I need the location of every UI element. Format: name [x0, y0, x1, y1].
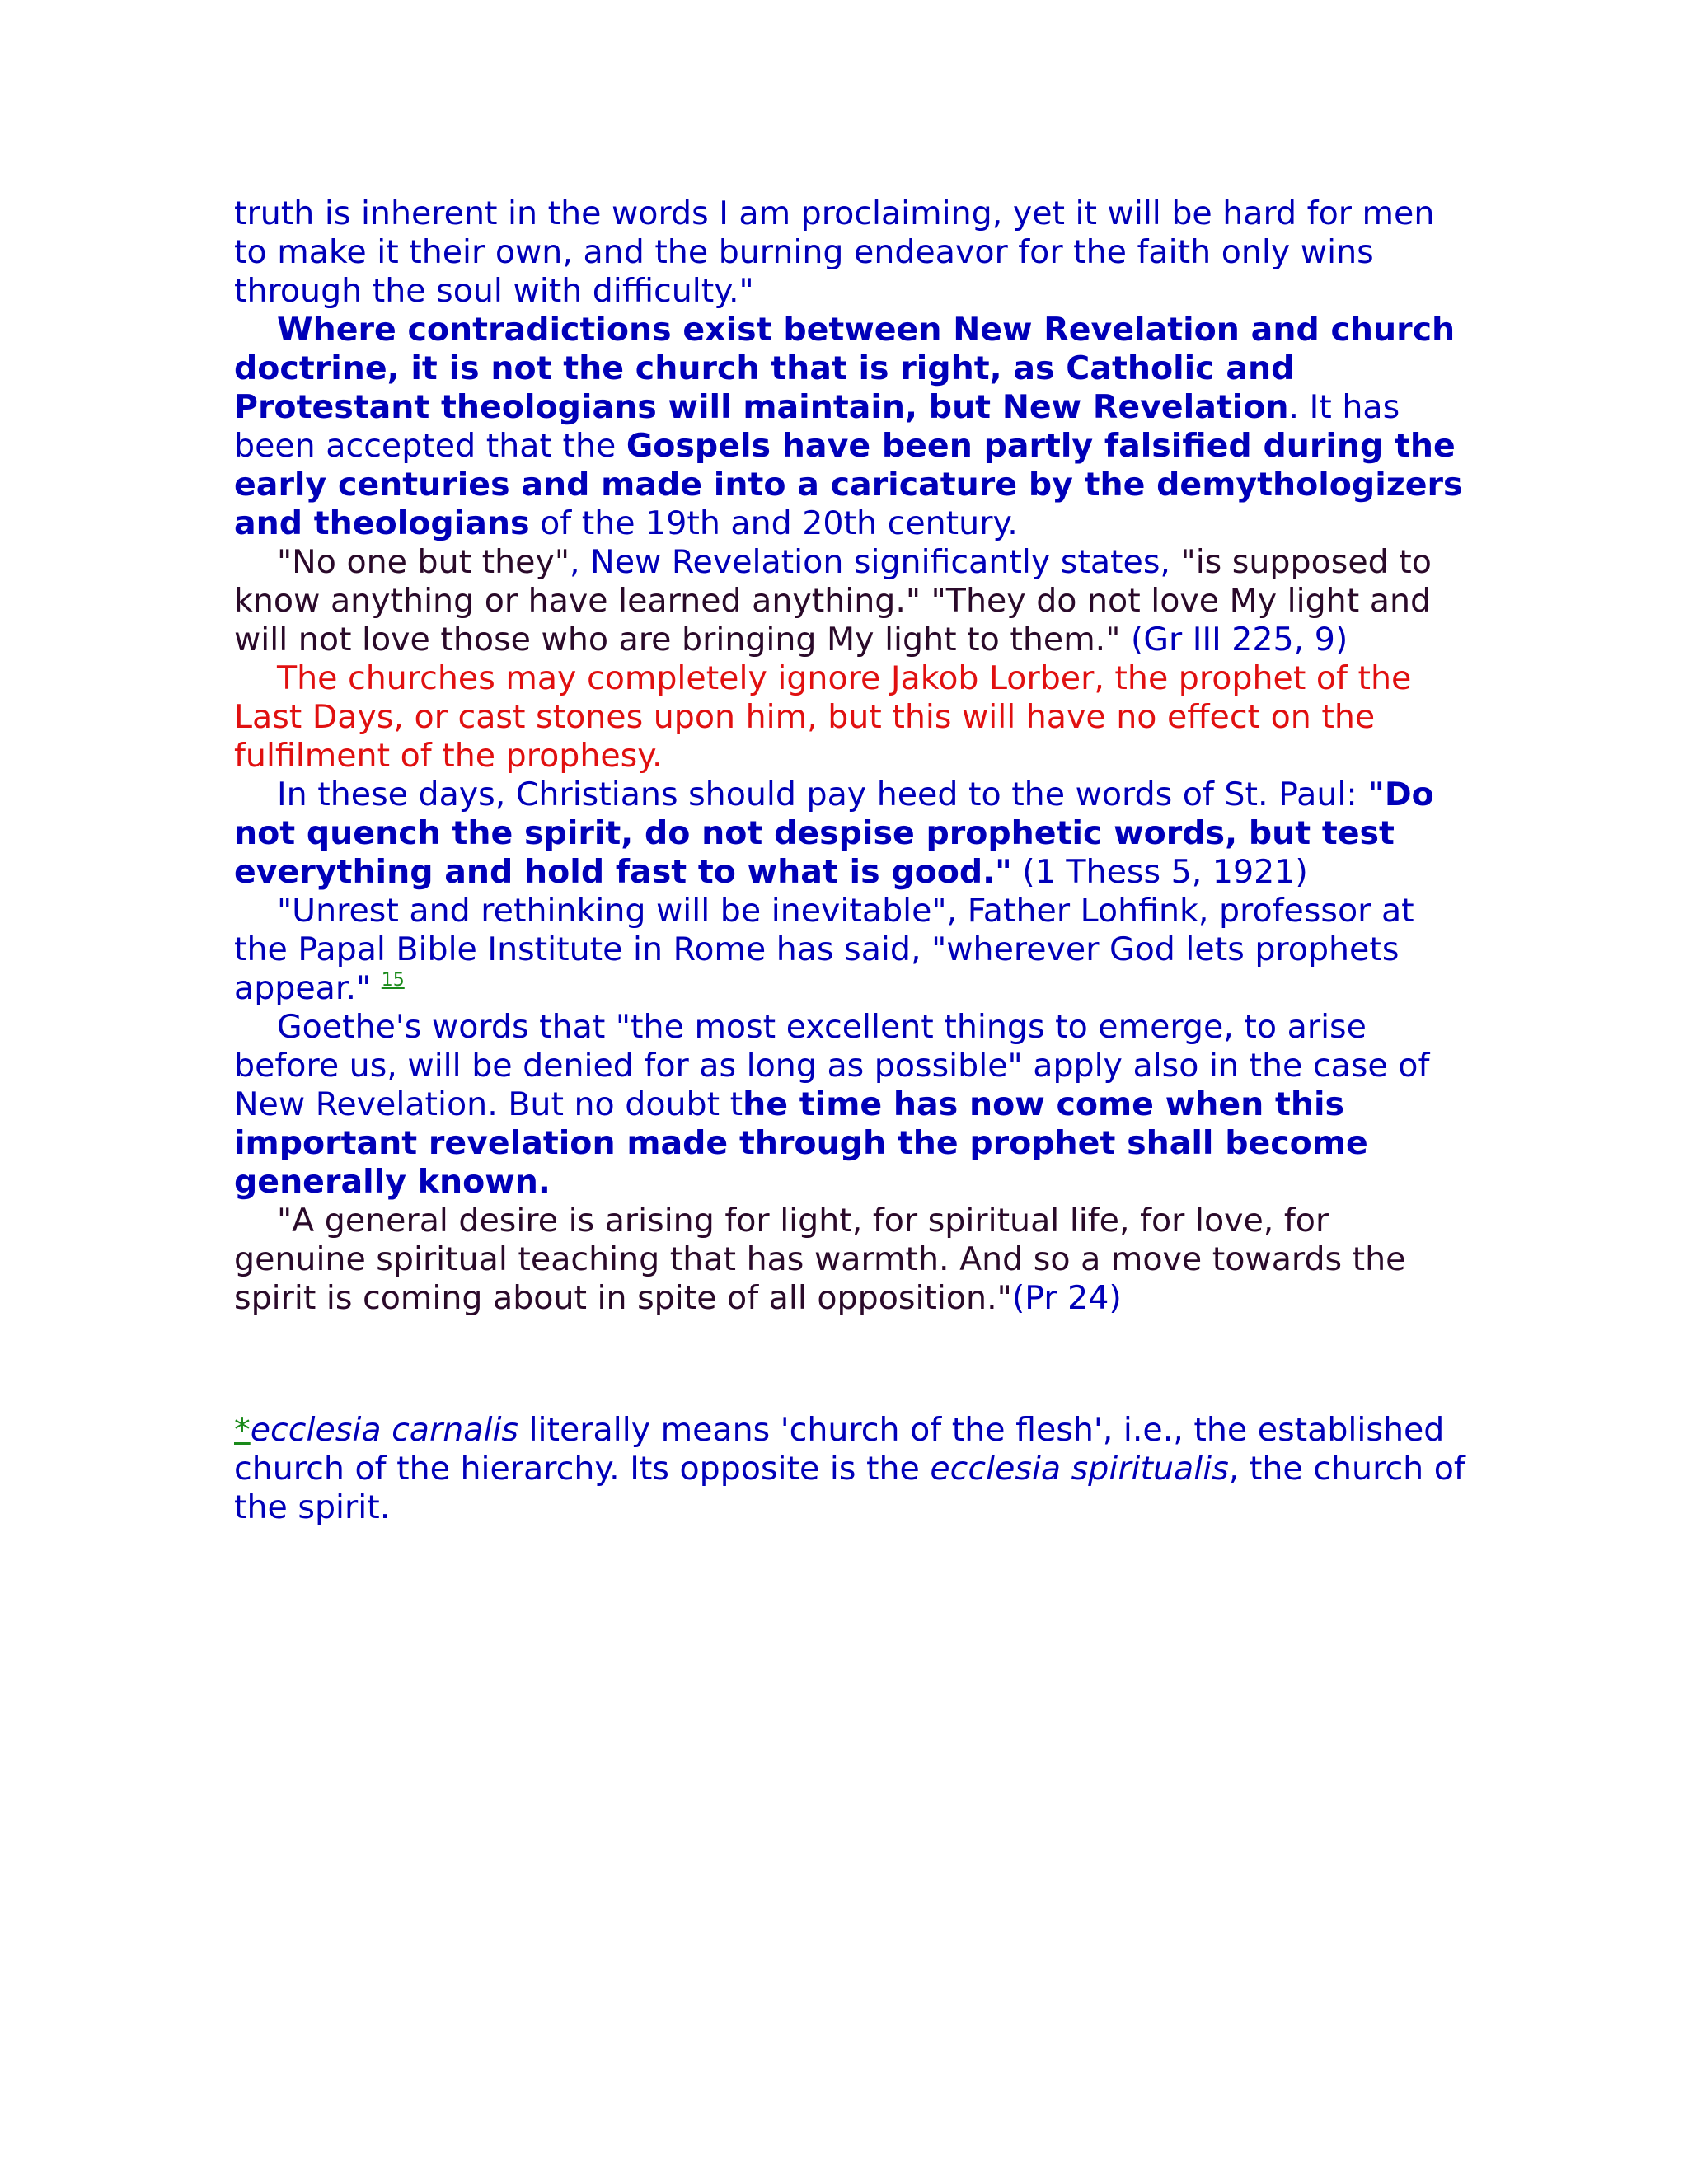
footnote-term: ecclesia carnalis [250, 1411, 519, 1449]
paragraph-no-one-but-they [234, 543, 1470, 659]
paragraph-text: "Unrest and rethinking will be inevitable", Father Lohfink, professor at the Papal Bible Institute in Rome has said, "wherever God lets prophets appear." [234, 892, 1414, 1007]
quote-text: "is supposed to know anything or have learned anything." "They do not love My light and will not love those who are bringing My light to them." [234, 543, 1432, 658]
paragraph-text: The churches may completely ignore Jakob Lorber, the prophet of the Last Days, or cast stones upon him, but this will have no effect on the fulfilment of the prophesy. [234, 659, 1412, 775]
footnote-text: , the church of the spirit. [234, 1450, 1465, 1526]
bold-quote: "Do not quench the spirit, do not despise prophetic words, but test everything and hold fast to what is good." [234, 776, 1434, 891]
citation: (Gr III 225, 9) [1120, 621, 1348, 658]
footnote-term: ecclesia spiritualis [930, 1450, 1229, 1488]
paragraph-churches-ignore [234, 659, 1470, 776]
citation: (1 Thess 5, 1921) [1011, 853, 1308, 891]
paragraph-text: Goethe's words that "the most excellent things to emerge, to arise before us, will be denied for as long as possible" apply also in the case of New Revelation. But no doubt t [234, 1008, 1430, 1123]
paragraph-goethe [234, 1008, 1470, 1202]
paragraph-text: truth is inherent in the words I am proclaiming, yet it will be hard for men to make it their own, and the burning endeavor for the faith only wins through the soul with difficulty." [234, 194, 1435, 310]
bold-statement: he time has now come when this important revelation made through the prophet shall become generally known. [234, 1085, 1368, 1201]
paragraph-text: . It has been accepted that the [234, 388, 1400, 465]
document-page [234, 194, 1470, 1527]
paragraph-general-desire [234, 1202, 1470, 1318]
bold-statement: Where contradictions exist between New Revelation and church doctrine, it is not the church that is right, as Catholic and Protestant theologians will maintain, but New Revelation [234, 311, 1456, 426]
section-gap [234, 1318, 1470, 1411]
paragraph-truth-inherent [234, 194, 1470, 311]
footnote-marker-link[interactable]: * [234, 1411, 251, 1449]
bold-statement: Gospels have been partly falsified during the early centuries and made into a caricature by the demythologizers and theologians [234, 427, 1463, 542]
paragraph-text: , New Revelation significantly states, [570, 543, 1181, 581]
paragraph-text: In these days, Christians should pay heed to the words of St. Paul: [277, 776, 1368, 813]
paragraph-unrest [234, 892, 1470, 1008]
footnote [234, 1411, 1470, 1527]
paragraph-text: of the 19th and 20th century. [529, 504, 1018, 542]
footnote-reference-link[interactable]: 15 [381, 970, 405, 991]
quote-text: "A general desire is arising for light, for spiritual life, for love, for genuine spiritual teaching that has warmth. And so a move towards the spirit is coming about in spite of all opposition." [234, 1202, 1406, 1317]
footnote-text: literally means 'church of the flesh', i.e., the established church of the hierarchy. Its opposite is the [234, 1411, 1445, 1488]
quote-text: "No one but they" [277, 543, 570, 581]
paragraph-contradictions [234, 311, 1470, 543]
citation: (Pr 24) [1011, 1279, 1122, 1317]
paragraph-st-paul [234, 776, 1470, 892]
